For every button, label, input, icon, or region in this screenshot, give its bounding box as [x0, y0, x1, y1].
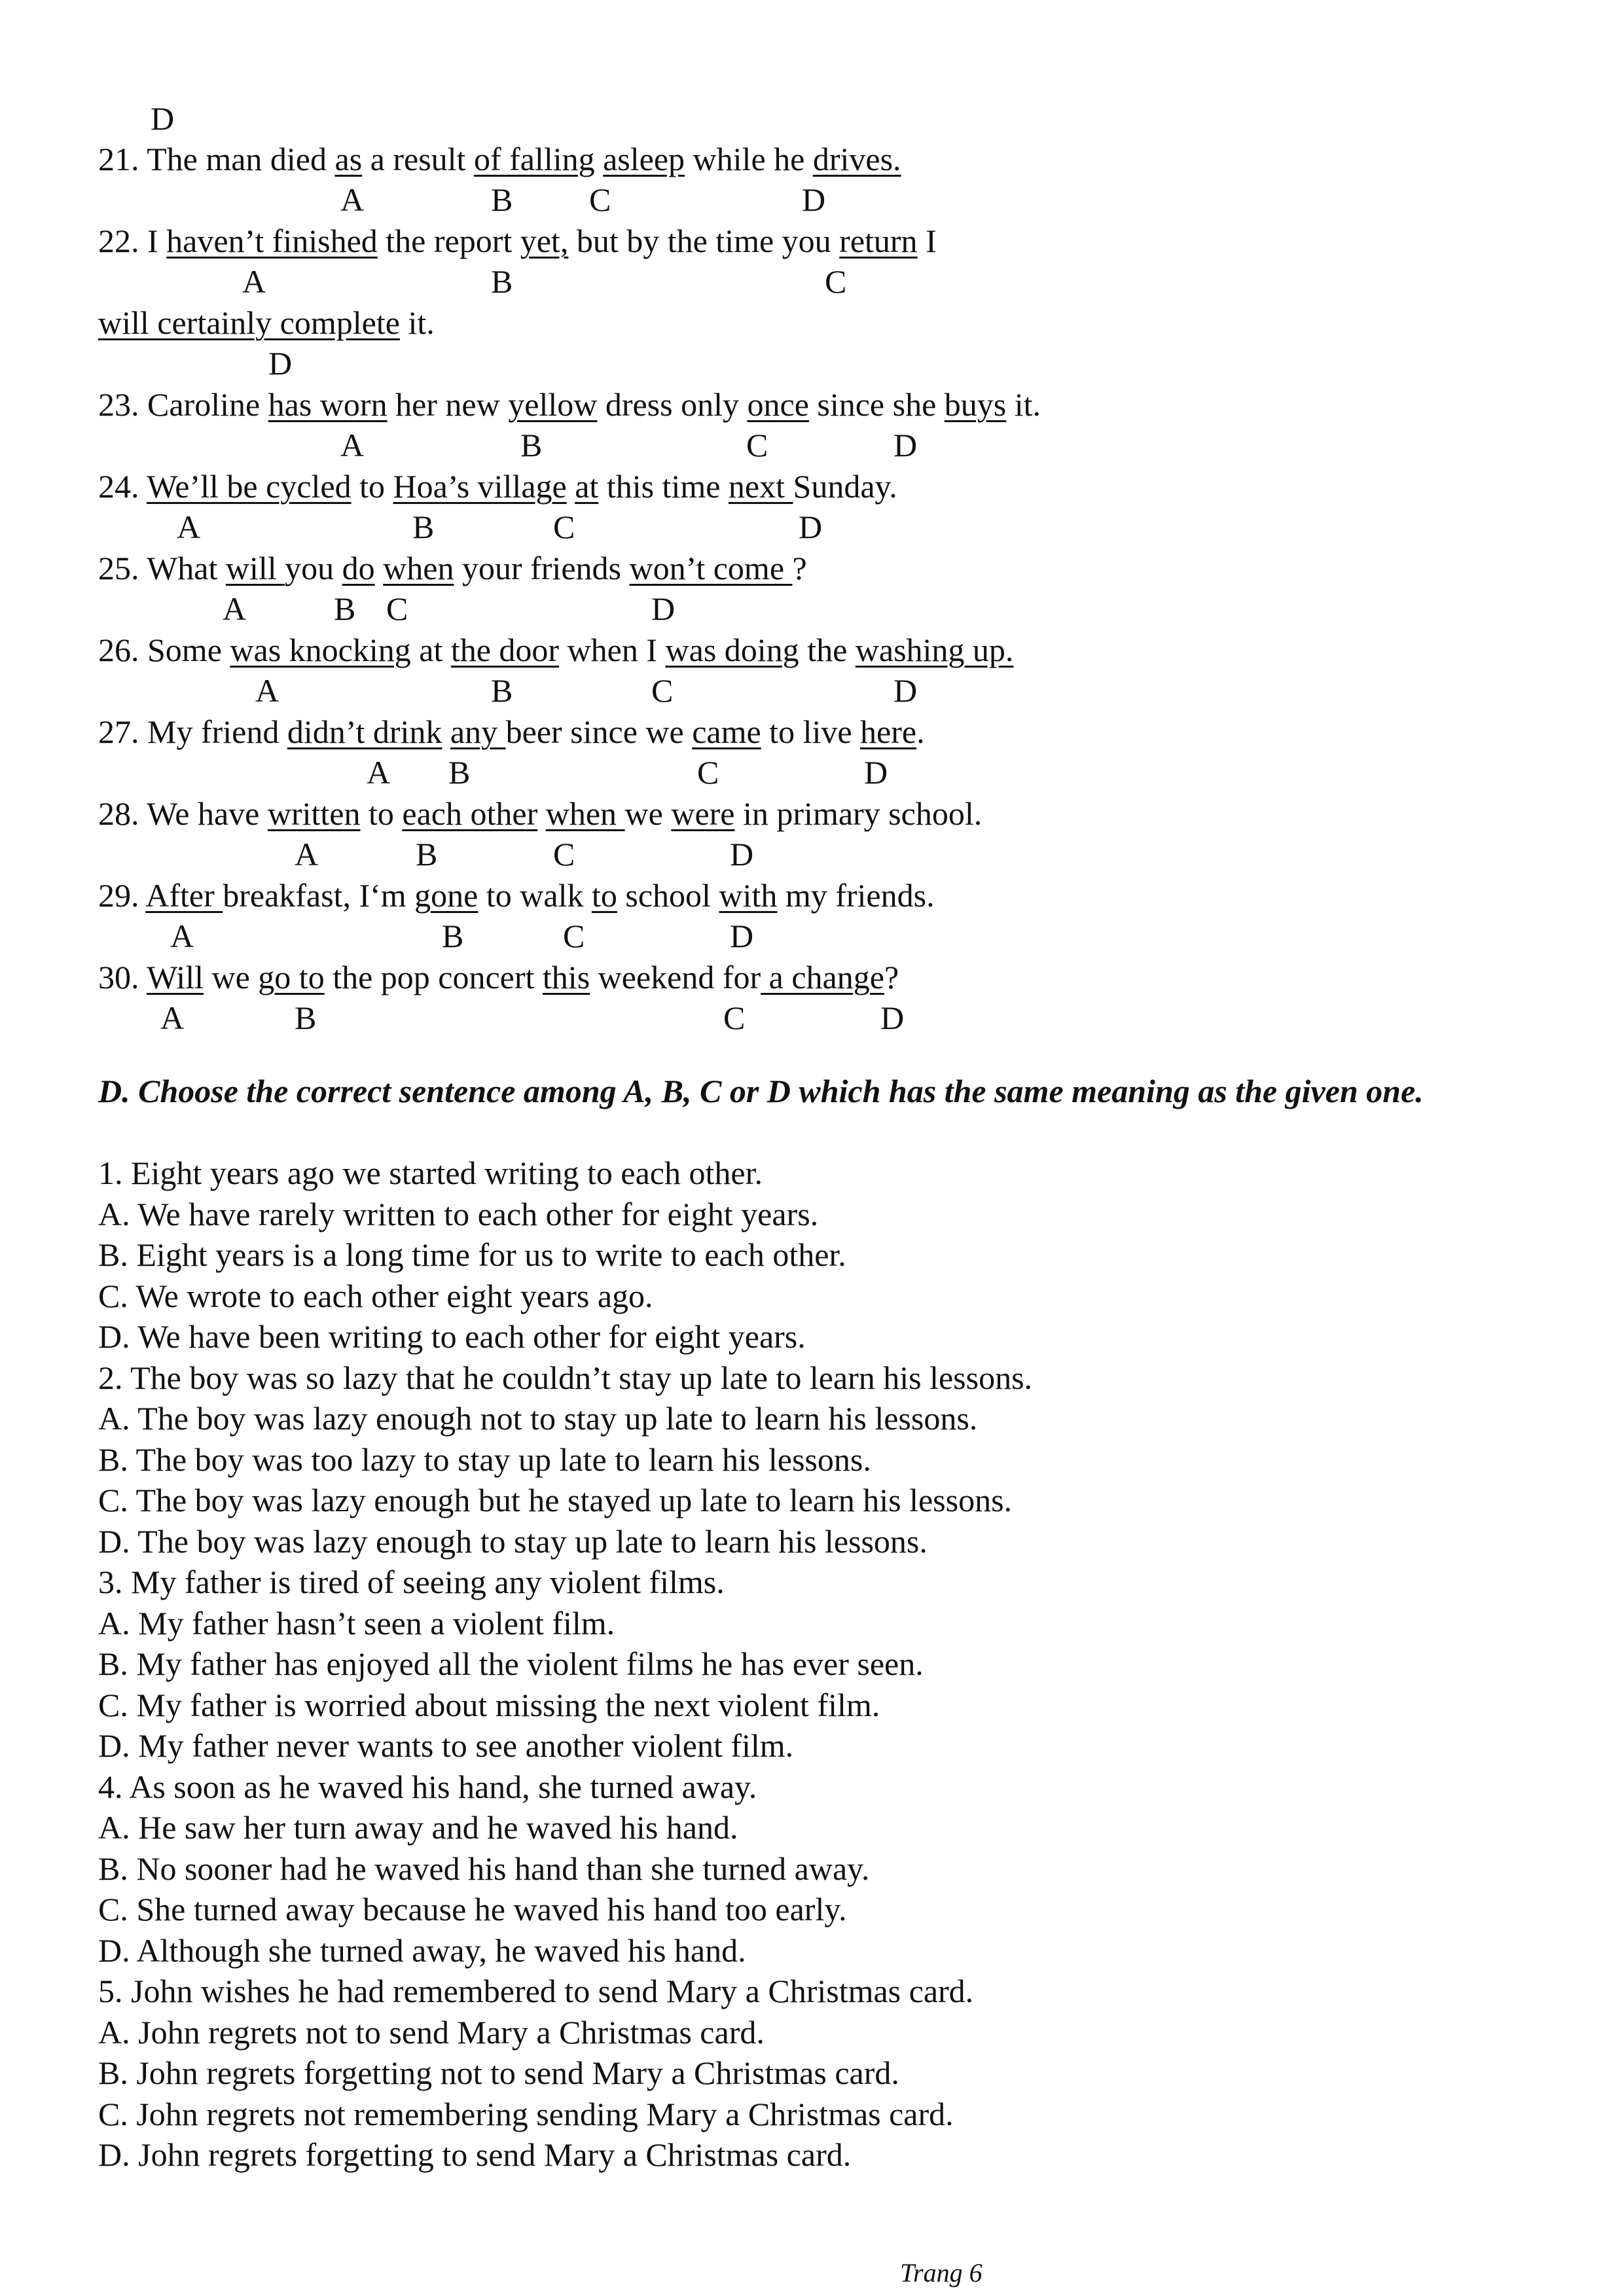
sentence-text: her new [387, 386, 509, 423]
option-letter-b: B [412, 509, 435, 545]
sentence-text [375, 550, 384, 586]
sentence-text: ? [884, 959, 899, 996]
question-22 [98, 221, 937, 261]
sentence-text: 25. What [98, 550, 226, 586]
option-letter-c: C [553, 836, 575, 872]
option-letter-c: C [589, 181, 611, 218]
underlined-option: buys [944, 386, 1007, 423]
option-letter-a: A [255, 672, 280, 709]
sentence-text: breakfast, I‘m [223, 877, 415, 914]
question-30 [98, 957, 899, 997]
answer-option: C. She turned away because he waved his hand too early. [98, 1891, 847, 1928]
answer-option: C. We wrote to each other eight years ago. [98, 1277, 653, 1314]
answer-option: A. He saw her turn away and he waved his hand. [98, 1809, 738, 1846]
underlined-option: next [728, 468, 793, 505]
section-d-heading: D. Choose the correct sentence among A, B, C or D which has the same meaning as the given one. [98, 1073, 1424, 1109]
page-footer: Trang 6 [900, 2258, 983, 2287]
option-letter-d: D [802, 181, 826, 218]
option-letter-a: A [223, 590, 247, 627]
sentence-text: when I [559, 632, 666, 668]
option-letter-b: B [295, 999, 317, 1036]
sentence-text: 22. I [98, 223, 167, 259]
underlined-option: haven’t finished [166, 223, 378, 259]
answer-option: A. We have rarely written to each other for eight years. [98, 1195, 819, 1232]
question-23 [98, 384, 1041, 425]
underlined-option: was knocking [230, 632, 411, 668]
underlined-option: We’ll be cycled [147, 468, 352, 505]
option-letter-d: D [893, 672, 918, 709]
sentence-text: 21. The man died [98, 141, 335, 177]
sentence-text: weekend for [590, 959, 761, 996]
option-letter-b: B [416, 836, 438, 872]
question-stem: 2. The boy was so lazy that he couldn’t stay up late to learn his lessons. [98, 1359, 1033, 1396]
underlined-option: After [145, 877, 223, 914]
sentence-text: beer since we [505, 713, 693, 750]
sentence-text: 26. Some [98, 632, 230, 668]
option-letter-d: D [651, 590, 676, 627]
sentence-text: 29. [98, 877, 146, 914]
option-letter-b: B [448, 754, 471, 791]
answer-option: D. John regrets forgetting to send Mary a Christmas card. [98, 2136, 852, 2173]
option-letter-a: A [367, 754, 391, 791]
sentence-text: we [203, 959, 259, 996]
question-27 [98, 711, 925, 752]
answer-option: B. John regrets forgetting not to send Mary a Christmas card. [98, 2054, 899, 2091]
sentence-text: 27. My friend [98, 713, 287, 750]
option-letter-b: B [491, 672, 513, 709]
sentence-text: Sunday. [793, 468, 897, 505]
underlined-option: gone [414, 877, 478, 914]
sentence-text: a result [362, 141, 474, 177]
sentence-text [442, 713, 450, 750]
underlined-option: was doing [665, 632, 799, 668]
sentence-text: it. [399, 304, 435, 341]
option-letter-a: A [160, 999, 185, 1036]
underlined-option: this [542, 959, 590, 996]
underlined-option: Hoa’s village [393, 468, 567, 505]
option-letter-b: B [491, 263, 513, 300]
underlined-option: return [839, 223, 918, 259]
sentence-text: the pop concert [324, 959, 543, 996]
underlined-option: any [450, 713, 506, 750]
answer-option: A. My father hasn’t seen a violent film. [98, 1604, 615, 1641]
underlined-option: the door [450, 632, 560, 668]
underlined-option: were [671, 795, 735, 832]
sentence-text [537, 795, 546, 832]
underlined-option: didn’t drink [287, 713, 442, 750]
underlined-option: asleep [603, 141, 685, 177]
option-letter-c: C [553, 509, 575, 545]
option-letter-b: B [491, 181, 513, 218]
sentence-text: ? [792, 550, 807, 586]
option-letter-d: D [880, 999, 905, 1036]
sentence-text [595, 141, 604, 177]
underlined-option: once [747, 386, 809, 423]
underlined-option: each other [402, 795, 538, 832]
option-letter-c: C [651, 672, 674, 709]
sentence-text: my friends. [777, 877, 935, 914]
underlined-option: to [591, 877, 617, 914]
question-21 [98, 139, 901, 179]
sentence-text: since she [808, 386, 945, 423]
question-24 [98, 466, 897, 507]
underlined-option: at [575, 468, 599, 505]
sentence-text: we [624, 795, 672, 832]
answer-option: D. We have been writing to each other for eight years. [98, 1318, 806, 1355]
answer-option: B. My father has enjoyed all the violent films he has ever seen. [98, 1645, 924, 1682]
option-letter-b: B [442, 918, 464, 954]
sentence-text: this time [598, 468, 729, 505]
question-stem: 1. Eight years ago we started writing to each other. [98, 1155, 763, 1191]
underlined-option: Will [147, 959, 204, 996]
underlined-option: washing up. [855, 632, 1014, 668]
sentence-text: you [285, 550, 342, 586]
underlined-option: of falling [473, 141, 595, 177]
option-letter-a: A [295, 836, 319, 872]
sentence-text: the report [377, 223, 520, 259]
sentence-text: while he [685, 141, 813, 177]
question-25 [98, 548, 807, 588]
sentence-text: but by the time you [568, 223, 840, 259]
answer-option: A. John regrets not to send Mary a Christmas card. [98, 2013, 765, 2051]
answer-option: C. My father is worried about missing the next violent film. [98, 1686, 880, 1723]
option-letter-d: D [799, 509, 823, 545]
sentence-text: to live [761, 713, 861, 750]
q20-option-letter: D [151, 100, 175, 137]
underlined-option: when [383, 550, 454, 586]
underlined-option: when [545, 795, 625, 832]
option-letter-d: D [268, 345, 293, 382]
sentence-text: in primary school. [734, 795, 983, 832]
sentence-text: it. [1006, 386, 1041, 423]
sentence-text: your friends [454, 550, 630, 586]
underlined-option: yellow [508, 386, 598, 423]
option-letter-c: C [386, 590, 408, 627]
question-22-continuation [98, 302, 435, 343]
sentence-text: 28. We have [98, 795, 268, 832]
sentence-text: to walk [478, 877, 592, 914]
sentence-text: at [410, 632, 451, 668]
answer-option: D. My father never wants to see another violent film. [98, 1727, 794, 1764]
sentence-text: 24. [98, 468, 147, 505]
option-letter-d: D [893, 427, 918, 463]
option-letter-a: A [340, 427, 365, 463]
option-letter-b: B [334, 590, 356, 627]
question-28 [98, 793, 982, 834]
answer-option: A. The boy was lazy enough not to stay up late to learn his lessons. [98, 1400, 978, 1437]
sentence-text [567, 468, 575, 505]
answer-option: B. No sooner had he waved his hand than she turned away. [98, 1850, 870, 1887]
option-letter-c: C [723, 999, 746, 1036]
underlined-option: will [225, 550, 285, 586]
option-letter-c: C [746, 427, 768, 463]
underlined-option: here [860, 713, 917, 750]
answer-option: D. The boy was lazy enough to stay up late to learn his lessons. [98, 1522, 928, 1560]
question-stem: 3. My father is tired of seeing any violent films. [98, 1564, 725, 1600]
underlined-option: won’t come [629, 550, 793, 586]
question-26 [98, 630, 1013, 670]
option-letter-c: C [563, 918, 585, 954]
underlined-option: written [267, 795, 361, 832]
answer-option: C. John regrets not remembering sending Mary a Christmas card. [98, 2095, 954, 2132]
option-letter-d: D [730, 836, 754, 872]
question-stem: 5. John wishes he had remembered to send Mary a Christmas card. [98, 1973, 974, 2009]
option-letter-a: A [170, 918, 194, 954]
sentence-text: I [917, 223, 937, 259]
underlined-option: will certainly complete [98, 304, 400, 341]
underlined-option: as [334, 141, 363, 177]
sentence-text: the [799, 632, 856, 668]
underlined-option: came [692, 713, 761, 750]
underlined-option: has worn [268, 386, 388, 423]
sentence-text: school [617, 877, 719, 914]
answer-option: D. Although she turned away, he waved his hand. [98, 1931, 746, 1969]
sentence-text: to [360, 795, 403, 832]
sentence-text: 30. [98, 959, 147, 996]
option-letter-a: A [242, 263, 266, 300]
underlined-option: yet, [520, 223, 569, 259]
underlined-option: drives. [812, 141, 901, 177]
sentence-text: to [351, 468, 393, 505]
answer-option: C. The boy was lazy enough but he stayed up late to learn his lessons. [98, 1482, 1013, 1518]
option-letter-c: C [825, 263, 847, 300]
underlined-option: do [342, 550, 375, 586]
option-letter-b: B [520, 427, 543, 463]
underlined-option: with [719, 877, 778, 914]
underlined-option: a change [761, 959, 884, 996]
answer-option: B. The boy was too lazy to stay up late to learn his lessons. [98, 1441, 871, 1478]
answer-option: B. Eight years is a long time for us to write to each other. [98, 1236, 846, 1273]
option-letter-d: D [864, 754, 888, 791]
sentence-text: . [916, 713, 925, 750]
question-29 [98, 875, 935, 916]
option-letter-d: D [730, 918, 754, 954]
option-letter-c: C [697, 754, 719, 791]
option-letter-a: A [177, 509, 201, 545]
underlined-option: go to [258, 959, 325, 996]
option-letter-a: A [340, 181, 365, 218]
question-stem: 4. As soon as he waved his hand, she turned away. [98, 1768, 757, 1805]
sentence-text: dress only [597, 386, 748, 423]
sentence-text: 23. Caroline [98, 386, 268, 423]
